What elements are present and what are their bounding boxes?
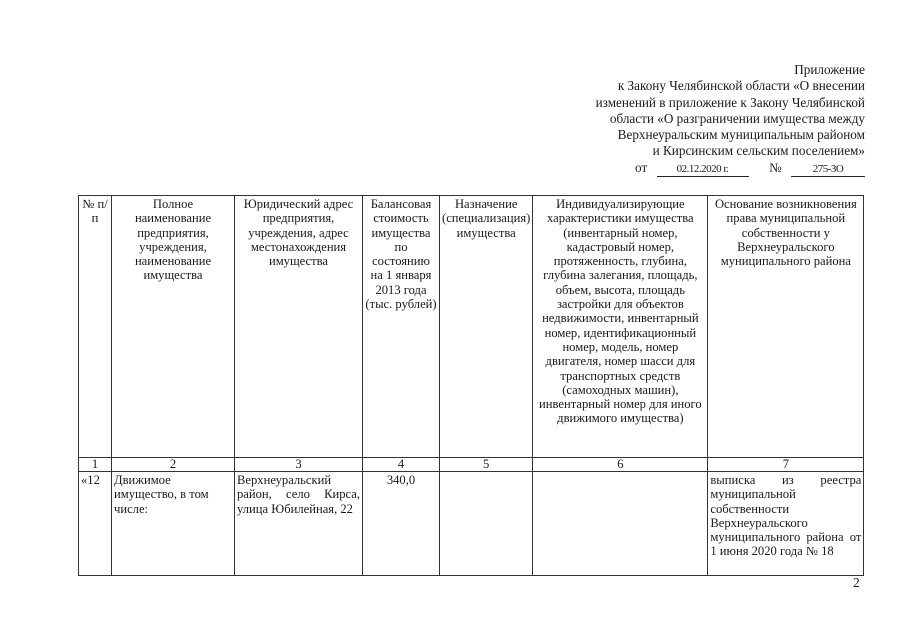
header-value: Балансовая стоимость имущества по состоянию на 1 января 2013 года (тыс. рублей) [363,196,440,458]
table-row [79,472,864,576]
column-number: 4 [363,458,440,472]
header-num: № п/п [79,196,112,458]
date-field: 02.12.2020 г. [657,163,749,177]
row-purpose [440,472,533,576]
header-line: области «О разграничении имущества между [609,110,865,126]
header-purpose: Назначение (специализация) имущества [440,196,533,458]
header-line: и Кирсинским сельским поселением» [652,143,865,159]
row-basis: выписка из реестра муниципальной собственности Верхнеуральского муниципального района от 1 июня 2020 года № 18 [708,472,864,576]
header-address: Юридический адрес предприятия, учреждения, адрес местонахождения имущества [235,196,363,458]
date-number-line [485,160,865,177]
row-address: Верхнеуральский район, село Кирса, улица Юбилейная, 22 [235,472,363,576]
header-name: Полное наименование предприятия, учреждения, наименование имущества [112,196,235,458]
date-prefix: от [635,159,648,175]
number-prefix: № [769,159,782,175]
column-number: 6 [533,458,708,472]
column-number: 7 [708,458,864,472]
header-line: Приложение [794,62,865,77]
document-header [485,62,865,177]
table-header-row [79,196,864,458]
column-number-row [79,458,864,472]
property-table [78,195,864,576]
row-characteristics [533,472,708,576]
column-number: 3 [235,458,363,472]
number-field: 275-ЗО [791,163,865,177]
header-line: Верхнеуральским муниципальным районом [617,127,865,143]
page-number: 2 [853,575,860,590]
column-number: 1 [79,458,112,472]
column-number: 5 [440,458,533,472]
header-basis: Основание возникновения права муниципальной собственности у Верхнеуральского муниципального района [708,196,864,458]
header-line: изменений в приложение к Закону Челябинской [595,94,865,110]
row-name: Движимое имущество, в том числе: [112,472,235,576]
row-num: «12 [79,472,112,576]
header-characteristics: Индивидуализирующие характеристики имущества (инвентарный номер, кадастровый номер, протяженность, глубина, глубина залегания, площадь, объем, высота, площадь застройки для объектов недвижимости, инвентарный номер, идентификационный номер, модель, номер двигателя, номер шасси для транспортных средств (самоходных машин), инвентарный номер для иного движимого имущества) [533,196,708,458]
row-value: 340,0 [363,472,440,576]
header-line: к Закону Челябинской области «О внесении [617,78,865,94]
column-number: 2 [112,458,235,472]
